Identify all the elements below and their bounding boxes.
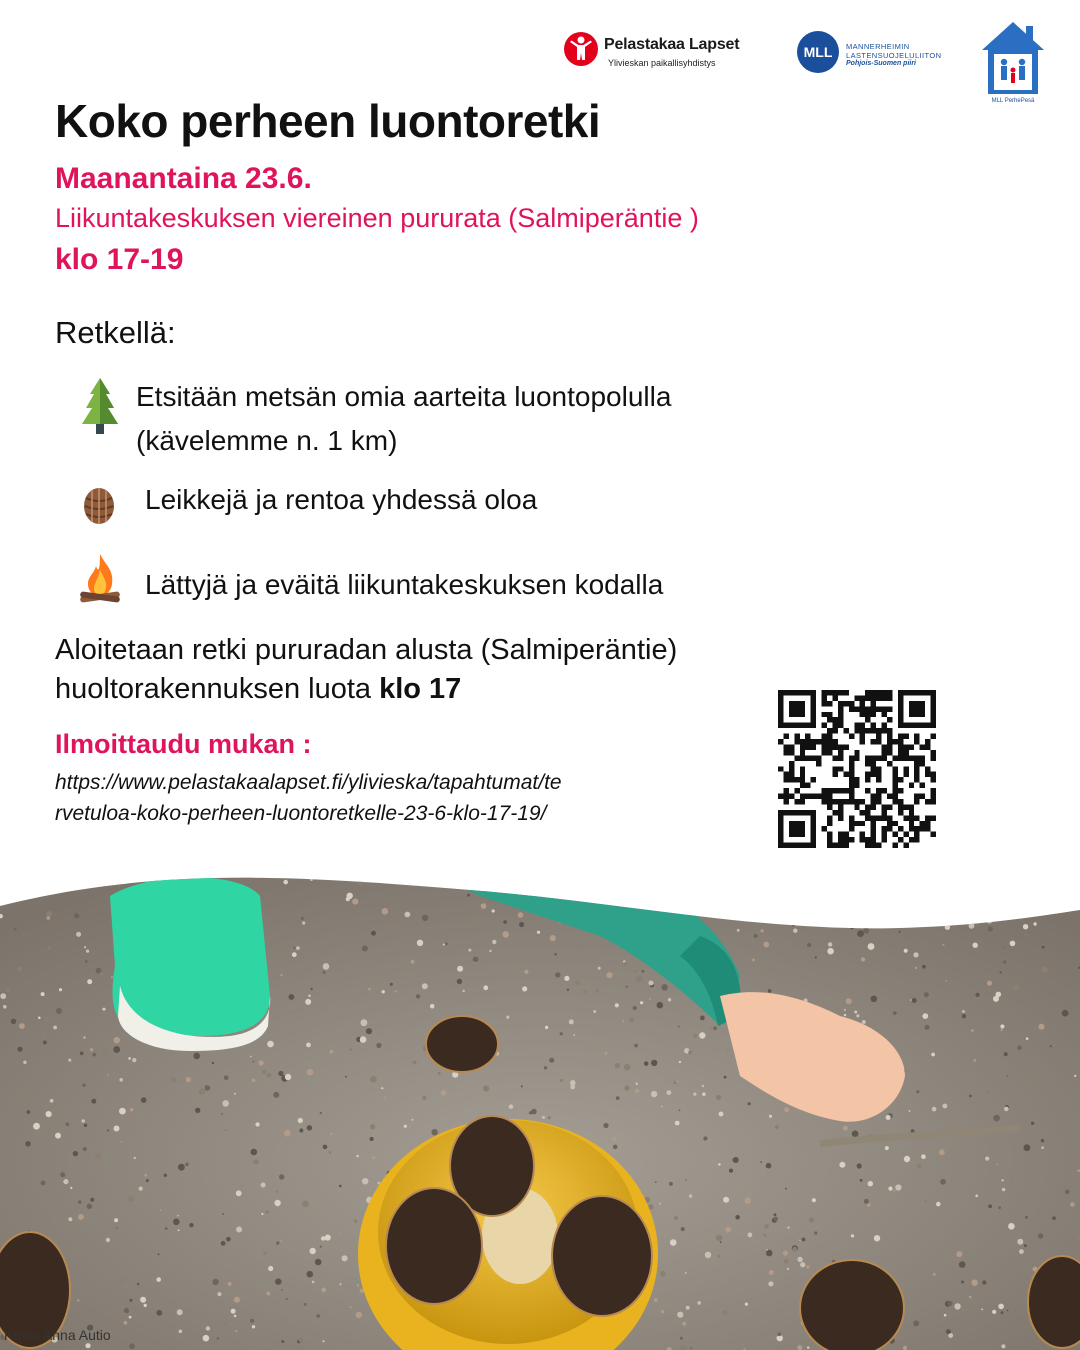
signup-label: Ilmoittaudu mukan : — [55, 729, 312, 759]
family-house-icon — [978, 18, 1048, 96]
agenda-heading: Retkellä: — [55, 315, 176, 350]
mll-line2: LASTENSUOJELULIITON — [846, 51, 942, 60]
signup-url-line1[interactable]: https://www.pelastakaalapset.fi/ylivieska/tapahtumat/te — [55, 771, 562, 794]
perhepesa-caption: MLL PerhePesä — [991, 98, 1035, 104]
agenda-item-2: Leikkejä ja rentoa yhdessä oloa — [145, 484, 538, 515]
start-time-bold: klo 17 — [379, 673, 462, 705]
agenda-item-3: Lättyjä ja eväitä liikuntakeskuksen kodalla — [145, 569, 664, 600]
mll-logo — [796, 30, 946, 80]
page-title: Koko perheen luontoretki — [55, 95, 601, 147]
pinecone-icon — [80, 484, 118, 526]
qr-code[interactable] — [778, 690, 936, 848]
start-line-1: Aloitetaan retki pururadan alusta (Salmiperäntie) — [55, 634, 678, 666]
event-place: Liikuntakeskuksen viereinen pururata (Salmiperäntie ) — [55, 203, 699, 233]
pelastakaa-name: Pelastakaa Lapset — [604, 36, 740, 53]
photo-credit: Kuva: Anna Autio — [4, 1327, 111, 1343]
signup-url-line2[interactable]: rvetuloa-koko-perheen-luontoretkelle-23-6-klo-17-19/ — [55, 802, 547, 825]
mll-badge-icon — [796, 30, 840, 74]
mll-line3: Pohjois-Suomen piiri — [846, 60, 917, 67]
event-time: klo 17-19 — [55, 243, 184, 276]
tree-icon — [80, 376, 120, 436]
agenda-item-1-line1: Etsitään metsän omia aarteita luontopolulla — [136, 381, 672, 412]
pelastakaa-lapset-logo — [562, 28, 752, 74]
event-date: Maanantaina 23.6. — [55, 162, 312, 195]
pelastakaa-emblem-icon — [562, 30, 600, 70]
mll-badge-text: MLL — [803, 44, 833, 60]
agenda-item-1-line2: (kävelemme n. 1 km) — [136, 425, 398, 456]
campfire-icon — [76, 552, 124, 606]
start-line-2 — [55, 673, 461, 706]
nature-photo — [0, 876, 1080, 1350]
mll-line1: MANNERHEIMIN — [846, 42, 910, 51]
start-line-2-text: huoltorakennuksen luota — [55, 673, 380, 705]
pelastakaa-subtitle: Ylivieskan paikallisyhdistys — [608, 58, 716, 68]
mll-perhepesa-logo — [978, 18, 1048, 104]
